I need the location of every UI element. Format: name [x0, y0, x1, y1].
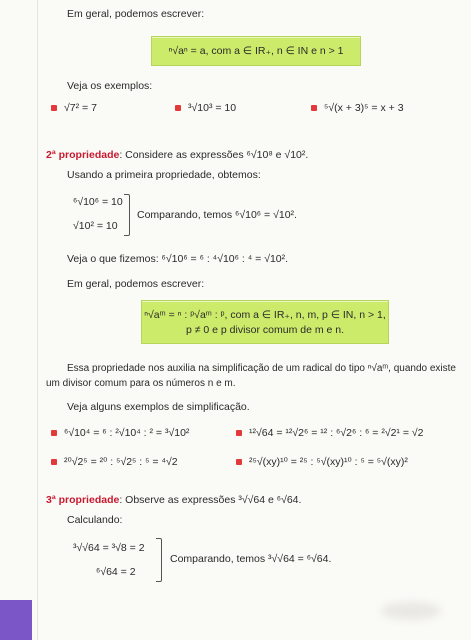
rule-box-2 [141, 300, 389, 344]
bullet-icon [236, 459, 242, 465]
property-3-title: 3ª propriedade [46, 494, 120, 506]
brace [124, 194, 130, 236]
rule-box-2-line-1: ⁿ√aᵐ = ⁿ : ᵖ√aᵐ : ᵖ, com a ∈ IR₊, n, m, p ∈ IN, n > 1, [144, 308, 386, 321]
page-corner-tab [0, 600, 32, 640]
property-use-line-1: Essa propriedade nos auxilia na simplificação de um radical do tipo ⁿ√aᵐ, quando existe [67, 363, 456, 374]
example-item-2: ³√10³ = 10 [175, 102, 236, 114]
simplify-item-1: ⁶√10⁴ = ⁶ : ²√10⁴ : ² = ³√10² [51, 427, 189, 439]
bullet-icon [175, 105, 181, 111]
example-item-3: ⁵√(x + 3)⁵ = x + 3 [311, 102, 404, 114]
what-we-did-text: Veja o que fizemos: ⁶√10⁶ = ⁶ : ⁴√10⁶ : ⁴ = √10². [67, 253, 289, 265]
compare-text: Comparando, temos ⁶√10⁶ = √10². [137, 209, 297, 221]
calc-line-1: ³√√64 = ³√8 = 2 [73, 542, 145, 554]
calc-compare-text: Comparando, temos ³√√64 = ⁶√64. [170, 553, 332, 565]
rule-box-1 [151, 36, 361, 66]
bullet-icon [51, 459, 57, 465]
property-3-text: : Observe as expressões ³√√64 e ⁶√64. [119, 494, 302, 506]
rule-box-2-line-2: p ≠ 0 e p divisor comum de m e n. [185, 323, 345, 336]
bullet-icon [51, 105, 57, 111]
rule-box-1-text: ⁿ√aⁿ = a, com a ∈ IR₊, n ∈ IN e n > 1 [168, 45, 344, 57]
example-item-1: √7² = 7 [51, 102, 97, 114]
page-smudge [381, 602, 441, 620]
bullet-icon [311, 105, 317, 111]
property-2-title: 2ª propriedade [46, 149, 120, 161]
using-first-text: Usando a primeira propriedade, obtemos: [67, 169, 261, 181]
calc-line-2: ⁶√64 = 2 [96, 566, 136, 578]
property-2-heading [46, 149, 308, 161]
simplify-item-2: ¹²√64 = ¹²√2⁶ = ¹² : ⁶√2⁶ : ⁶ = ²√2¹ = √2 [236, 427, 423, 439]
property-3-heading [46, 494, 301, 506]
compare-line-2: √10² = 10 [73, 220, 118, 232]
simplify-item-3: ²⁰√2⁵ = ²⁰ : ⁵√2⁵ : ⁵ = ⁴√2 [51, 456, 178, 468]
compare-line-1: ⁶√10⁶ = 10 [73, 196, 123, 208]
simplify-label: Veja alguns exemplos de simplificação. [67, 401, 250, 413]
examples-label: Veja os exemplos: [67, 80, 153, 92]
property-2-text: : Considere as expressões ⁶√10⁸ e √10². [119, 149, 309, 161]
calculating-label: Calculando: [67, 514, 123, 526]
page-margin-line [37, 0, 38, 640]
bullet-icon [236, 430, 242, 436]
property-use-line-2: um divisor comum para os números n e m. [46, 378, 236, 389]
simplify-item-4: ²⁵√(xy)¹⁰ = ²⁵ : ⁵√(xy)¹⁰ : ⁵ = ⁵√(xy)² [236, 456, 408, 468]
bullet-icon [51, 430, 57, 436]
brace [156, 538, 162, 582]
intro-text-1: Em geral, podemos escrever: [67, 8, 205, 20]
intro-text-2: Em geral, podemos escrever: [67, 278, 205, 290]
